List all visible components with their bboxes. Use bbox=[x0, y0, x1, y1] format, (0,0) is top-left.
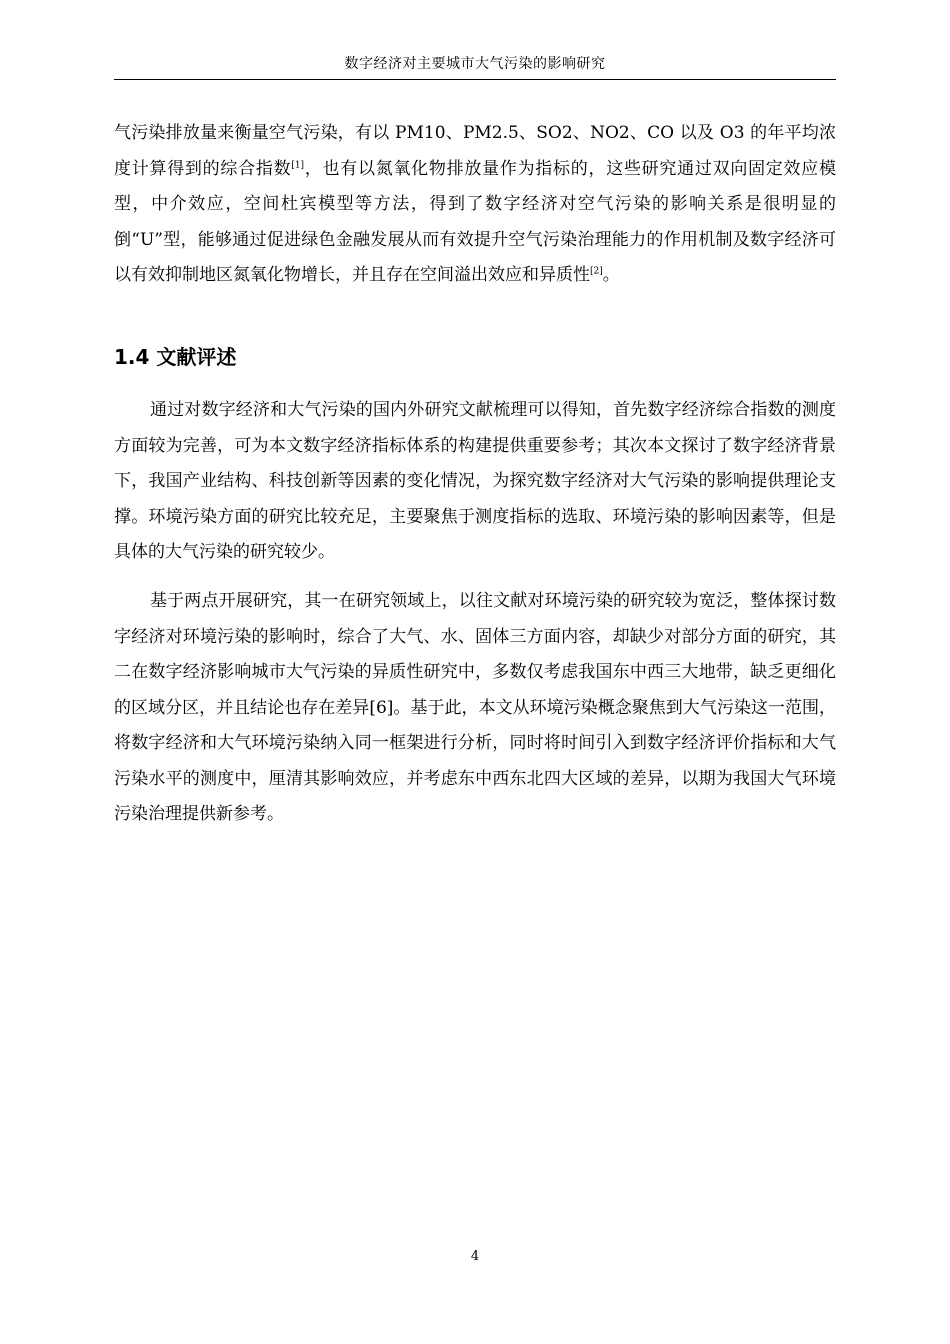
paragraph-3: 基于两点开展研究，其一在研究领域上，以往文献对环境污染的研究较为宽泛，整体探讨数字经济对环境污染的影响时，综合了大气、水、固体三方面内容，却缺少对部分方面的研究，其二在数字经济影响城市大气污染的异质性研究中，多数仅考虑我国东中西三大地带，缺乏更细化的区域分区，并且结论也存在差异[6]。基于此，本文从环境污染概念聚焦到大气污染这一范围，将数字经济和大气环境污染纳入同一框架进行分析，同时将时间引入到数字经济评价指标和大气污染水平的测度中，厘清其影响效应，并考虑东中西东北四大区域的差异，以期为我国大气环境污染治理提供新参考。 bbox=[114, 591, 836, 824]
running-header: 数字经济对主要城市大气污染的影响研究 bbox=[344, 56, 606, 72]
paragraph-1-text-a: 气污染排放量来衡量空气污染，有以 PM10、PM2.5、SO2、NO2、CO 以及 O3 的年平均浓度计算得到的综合指数 bbox=[114, 123, 836, 179]
citation-1[interactable]: [1] bbox=[291, 159, 305, 170]
paragraph-1-text-b: ，也有以氮氧化物排放量作为指标的，这些研究通过双向固定效应模型，中介效应，空间杜宾模型等方法，得到了数字经济对空气污染的影响关系是很明显的倒“U”型，能够通过促进绿色金融发展从而有效提升空气污染治理能力的作用机制及数字经济可以有效抑制地区氮氧化物增长，并且存在空间溢出效应和异质性 bbox=[114, 158, 836, 285]
page-number: 4 bbox=[470, 1249, 480, 1264]
paragraph-1-text-end: 。 bbox=[602, 265, 620, 285]
citation-2[interactable]: [2] bbox=[590, 266, 603, 277]
paragraph-1 bbox=[114, 116, 836, 294]
header-rule bbox=[114, 79, 836, 80]
paragraph-2: 通过对数字经济和大气污染的国内外研究文献梳理可以得知，首先数字经济综合指数的测度方面较为完善，可为本文数字经济指标体系的构建提供重要参考；其次本文探讨了数字经济背景下，我国产业结构、科技创新等因素的变化情况，为探究数字经济对大气污染的影响提供理论支撑。环境污染方面的研究比较充足，主要聚焦于测度指标的选取、环境污染的影响因素等，但是具体的大气污染的研究较少。 bbox=[114, 400, 836, 562]
section-heading: 1.4 文献评述 bbox=[114, 345, 237, 369]
